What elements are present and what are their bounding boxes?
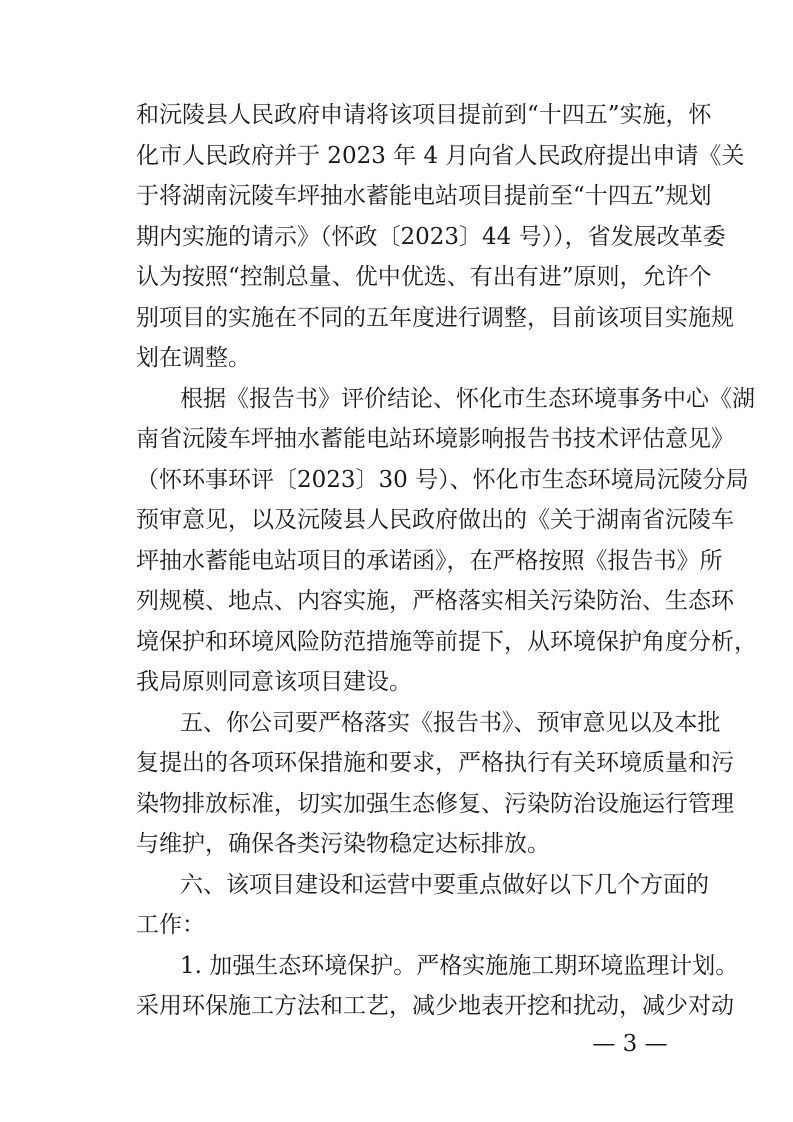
text-line: 南省沅陵车坪抽水蓄能电站环境影响报告书技术评估意见》 (136, 426, 734, 452)
text-line: 化市人民政府并于 2023 年 4 月向省人民政府提出申请《关 (136, 143, 745, 169)
paragraph-first-line: 根据《报告书》评价结论、怀化市生态环境事务中心《湖 (180, 386, 755, 412)
text-line: 和沅陵县人民政府申请将该项目提前到“十四五”实施，怀 (136, 102, 712, 128)
text-line: 预审意见，以及沅陵县人民政府做出的《关于湖南省沅陵车 (136, 507, 734, 533)
text-line: 采用环保施工方法和工艺，减少地表开挖和扰动，减少对动 (136, 993, 734, 1019)
text-line: 坪抽水蓄能电站项目的承诺函》，在严格按照《报告书》所 (136, 548, 723, 574)
text-line: 与维护，确保各类污染物稳定达标排放。 (136, 831, 550, 857)
text-line: 工作： (136, 912, 205, 938)
text-line: 境保护和环境风险防范措施等前提下，从环境保护角度分析， (136, 629, 757, 655)
paragraph-first-line: 五、你公司要严格落实《报告书》、预审意见以及本批 (180, 710, 721, 736)
text-line: （怀环事环评〔2023〕30 号）、怀化市生态环境局沅陵分局 (136, 467, 749, 493)
text-line: 于将湖南沅陵车坪抽水蓄能电站项目提前至“十四五”规划 (136, 183, 712, 209)
text-line: 认为按照“控制总量、优中优选、有出有进”原则，允许个 (136, 264, 712, 290)
text-line: 划在调整。 (136, 345, 251, 371)
text-line: 复提出的各项环保措施和要求，严格执行有关环境质量和污 (136, 750, 734, 776)
text-line: 染物排放标准，切实加强生态修复、污染防治设施运行管理 (136, 791, 734, 817)
text-line: 我局原则同意该项目建设。 (136, 669, 412, 695)
paragraph-first-line: 六、该项目建设和运营中要重点做好以下几个方面的 (180, 872, 709, 898)
paragraph-first-line: 1. 加强生态环境保护。严格实施施工期环境监理计划。 (180, 953, 739, 979)
text-line: 别项目的实施在不同的五年度进行调整，目前该项目实施规 (136, 305, 734, 331)
text-line: 列规模、地点、内容实施，严格落实相关污染防治、生态环 (136, 588, 734, 614)
text-line: 期内实施的请示》（怀政〔2023〕44 号）），省发展改革委 (136, 224, 726, 250)
page-number: — 3 — (592, 1031, 668, 1057)
